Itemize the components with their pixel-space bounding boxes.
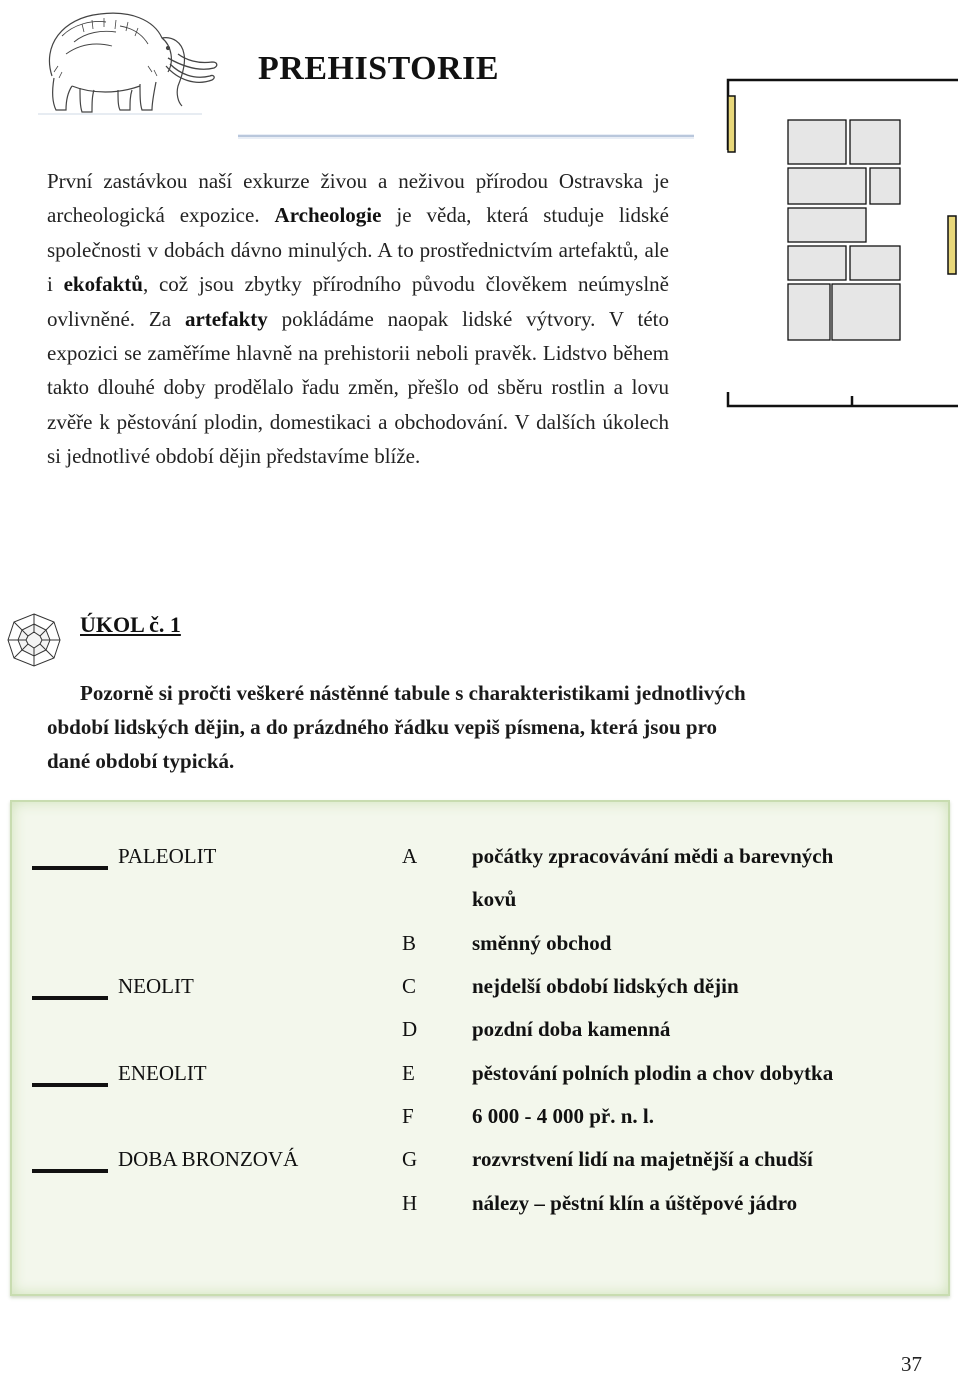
- option-letter: H: [402, 1191, 418, 1215]
- intro-term-ekofakty: ekofaktů: [63, 272, 143, 297]
- matching-row: [12, 925, 952, 968]
- matching-row: [12, 1141, 952, 1184]
- matching-row: [12, 881, 952, 924]
- matching-row: [12, 968, 952, 1011]
- option-letter: D: [402, 1017, 418, 1041]
- option-description: 6 000 - 4 000 př. n. l.: [472, 1104, 655, 1128]
- page-title: PREHISTORIE: [258, 50, 500, 87]
- instructions-line: dané období typická.: [47, 749, 235, 773]
- answer-blank[interactable]: [32, 866, 108, 870]
- option-description: pěstování polních plodin a chov dobytka: [472, 1061, 834, 1085]
- option-description: nejdelší období lidských dějin: [472, 974, 739, 998]
- era-label: DOBA BRONZOVÁ: [118, 1147, 299, 1171]
- option-letter: C: [402, 974, 417, 998]
- option-description: kovů: [472, 887, 517, 911]
- intro-text: pokládáme naopak lidské výtvory. V této expozici se zaměříme hlavně na prehistorii neboli pravěk. Lidstvo během takto dlouhé doby prodělalo řadu změn, přešlo od sběru rostlin a lovu zvěře k pěstování plodin, domestikaci a obchodování. V dalších úkolech si jednotlivé období dějin představíme blíže.: [47, 306, 670, 469]
- option-description: rozvrstvení lidí na majetnější a chudší: [472, 1147, 813, 1171]
- task-instructions: [47, 676, 923, 778]
- intro-term-archeologie: Archeologie: [274, 203, 382, 228]
- instructions-line: období lidských dějin, a do prázdného řádku vepiš písmena, která jsou pro: [47, 715, 718, 739]
- option-description: směnný obchod: [472, 931, 612, 955]
- mammoth-illustration: [22, 6, 222, 124]
- matching-row: [12, 1185, 952, 1228]
- option-description: pozdní doba kamenná: [472, 1017, 671, 1041]
- option-description: počátky zpracovávání mědi a barevných: [472, 844, 834, 868]
- matching-panel: [10, 800, 950, 1296]
- option-letter: A: [402, 844, 418, 868]
- matching-row: [12, 1055, 952, 1098]
- page-number: 37: [901, 1352, 922, 1376]
- option-letter: E: [402, 1061, 415, 1085]
- option-letter: G: [402, 1147, 418, 1171]
- matching-row: [12, 1098, 952, 1141]
- title-divider: [238, 134, 694, 139]
- matching-row: [12, 838, 952, 881]
- era-label: NEOLIT: [118, 974, 194, 998]
- intro-text: První zastávkou naší exkurze živou a neživou přírodou Ostravska je archeologická expozice.: [47, 169, 669, 228]
- instructions-line: Pozorně si pročti veškeré nástěnné tabule s charakteristikami jednotlivých: [80, 681, 746, 705]
- matching-row: [12, 1011, 952, 1054]
- intro-term-artefakty: artefakty: [184, 306, 268, 331]
- answer-blank[interactable]: [32, 1083, 108, 1087]
- era-label: ENEOLIT: [118, 1061, 207, 1085]
- gem-icon: [4, 610, 64, 670]
- option-description: nálezy – pěstní klín a úštěpové jádro: [472, 1191, 798, 1215]
- option-letter: B: [402, 931, 417, 955]
- intro-paragraph: [47, 164, 669, 474]
- option-letter: F: [402, 1104, 414, 1128]
- era-label: PALEOLIT: [118, 844, 217, 868]
- answer-blank[interactable]: [32, 996, 108, 1000]
- task-label: ÚKOL č. 1: [80, 612, 181, 637]
- floor-plan-map: [722, 76, 960, 412]
- answer-blank[interactable]: [32, 1169, 108, 1173]
- intro-text: , což jsou zbytky přírodního původu člověkem neúmyslně ovlivněné. Za: [47, 272, 669, 331]
- intro-text: je věda, která studuje lidské společnosti v dobách dávno minulých. A to prostřednictvím artefaktů, ale i: [47, 203, 670, 297]
